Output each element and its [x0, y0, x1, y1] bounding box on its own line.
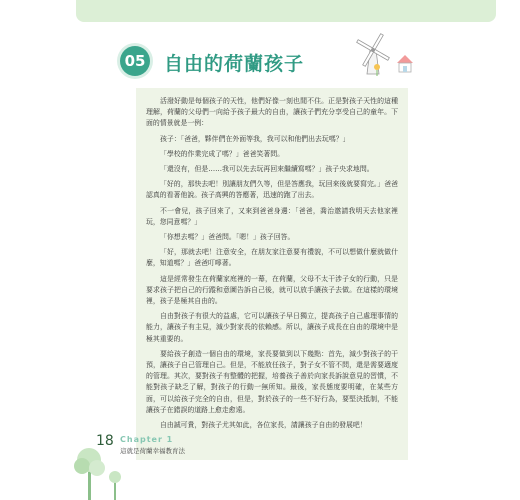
paragraph: 自由誠可貴，對孩子尤其如此，各位家長，請讓孩子自由的發展吧！ [160, 421, 367, 430]
paragraph: 「好，那就去吧！注意安全，在朋友家注意要有禮貌，不可以想做什麼就做什麼，知道嗎？」爸爸叮嚀著。 [146, 248, 398, 268]
flower-icon [370, 62, 384, 76]
chapter-number-badge: 05 [120, 46, 150, 76]
page-number: 18 [96, 433, 114, 449]
book-title: 這就是荷蘭幸福教育法 [120, 447, 185, 455]
paragraph: 自由對孩子有很大的益處，它可以讓孩子早日獨立，提高孩子自己處理事情的能力，讓孩子有主見，減少對家長的依賴感。所以，讓孩子成長在自由的環境中是極其重要的。 [146, 312, 398, 343]
paragraph: 「好的，那快去吧！別讓朋友們久等，但是答應我，玩回來後就要寫完。」爸爸認真的看著他說。孩子高興的答應著，迅速的跑了出去。 [146, 180, 398, 200]
paragraph: 「學校的作業完成了嗎？」爸爸笑著問。 [160, 149, 285, 158]
paragraph: 要給孩子創造一個自由的環境，家長要做到以下幾點：首先，減少對孩子的干預，讓孩子自己管理自己。但是，不能放任孩子，對子女不管不問，還是需要適度的管理。其次，要對孩子有整體的把握，培養孩子善於向家長訴說意見的習慣，不能對孩子缺乏了解，對孩子的行動一無所知。最後，家長態度要明確，在某些方面，可以給孩子完全的自由，但是，對於孩子的一些不好行為，要堅決抵制，不能讓孩子在錯誤的道路上愈走愈遠。 [146, 349, 398, 414]
article-body [136, 88, 408, 460]
paragraph: 這是經常發生在荷蘭家庭裡的一幕，在荷蘭，父母不太干涉子女的行動，只是要求孩子把自己的行蹤和意圖告訴自己後，就可以放手讓孩子去做。在這樣的環境裡，孩子是極其自由的。 [146, 274, 398, 306]
paragraph: 孩子：「爸爸，夥伴們在外面等我，我可以和他們出去玩嗎？」 [160, 134, 350, 143]
top-decorative-band [76, 0, 496, 22]
paragraph: 活潑好動是每個孩子的天性，他們好像一刻也閒不住。正是對孩子天性的這種理解，荷蘭的父母們一向給予孩子最大的自由，讓孩子們充分享受自己的童年。下面的情景就是一例： [146, 97, 398, 128]
paragraph: 「還沒有，但是……我可以先去玩再回來繼續寫嗎？」孩子央求地問。 [160, 165, 374, 174]
chapter-label: Chapter 1 [120, 435, 174, 444]
paragraph: 「你想去嗎？」爸爸問。「嗯！」孩子回答。 [160, 233, 295, 242]
page-title: 自由的荷蘭孩子 [164, 53, 305, 75]
house-icon [394, 52, 416, 74]
paragraph: 不一會兒，孩子回來了，又來到爸爸身邊：「爸爸，喬治邀請我明天去他家裡玩，您同意嗎？」 [146, 206, 398, 226]
